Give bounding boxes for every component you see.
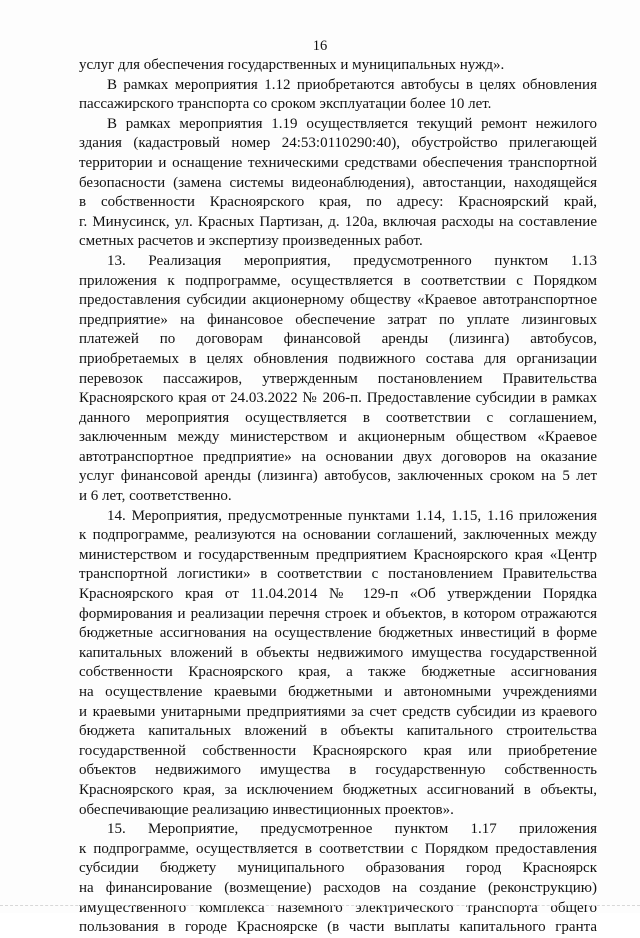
text-line: транспортной логистики» в соответствии с постановлением Правительства xyxy=(79,566,597,583)
text-line: услуг для обеспечения государственных и муниципальных нужд». xyxy=(79,57,505,73)
text-line: на осуществление краевыми бюджетными и автономными учреждениями xyxy=(79,684,597,700)
text-line: и краевыми унитарными предприятиями за счет средств субсидии из краевого xyxy=(79,703,597,720)
text-line: предоставления субсидии акционерному обществу «Краевое автотранспортное xyxy=(79,292,597,309)
text-line: бюджетные ассигнования на осуществление бюджетных инвестиций в форме xyxy=(79,625,597,642)
text-line: государственной собственности Красноярского края или приобретение xyxy=(79,742,597,759)
text-line: Красноярского края, за исключением бюджетных ассигнований в объекты, xyxy=(79,781,597,798)
text-line: безопасности (замена системы видеонаблюдения), автостанции, находящейся xyxy=(79,174,597,191)
text-line: В рамках мероприятия 1.19 осуществляется текущий ремонт нежилого xyxy=(107,115,597,132)
text-line: 13. Реализация мероприятия, предусмотренного пунктом 1.13 xyxy=(107,252,597,269)
text-line: 14. Мероприятия, предусмотренные пунктами 1.14, 1.15, 1.16 приложения xyxy=(107,507,597,524)
text-line: Красноярского края от 24.03.2022 № 206-п. Предоставление субсидии в рамках xyxy=(79,390,597,407)
text-line: капитальных вложений в объекты недвижимого имущества государственной xyxy=(79,644,597,661)
text-line: и 6 лет, соответственно. xyxy=(79,488,232,505)
text-line: имущественного комплекса наземного электрического транспорта общего xyxy=(79,899,597,916)
page-number: 16 xyxy=(312,38,328,54)
text-line: территории и оснащение техническими средствами обеспечения транспортной xyxy=(79,154,597,171)
text-line: обеспечивающие реализацию инвестиционных проектов». xyxy=(79,801,454,818)
text-line: на финансирование (возмещение) расходов на создание (реконструкцию) xyxy=(79,879,597,896)
text-line: министерством и государственным предприятием Красноярского края «Центр xyxy=(79,546,597,563)
text-line: 15. Мероприятие, предусмотренное пунктом 1.17 приложения xyxy=(107,821,597,838)
text-line: платежей по договорам финансовой аренды (лизинга) автобусов, xyxy=(79,331,597,348)
text-line: в собственности Красноярского края, по адресу: Красноярский край, xyxy=(79,194,597,211)
scan-edge-divider xyxy=(0,905,640,909)
text-line: бюджета капитальных вложений в объекты капитального строительства xyxy=(79,723,597,740)
text-line: приложения к подпрограмме, осуществляется в соответствии с Порядком xyxy=(79,272,597,289)
text-line: к подпрограмме, осуществляется в соответствии с Порядком предоставления xyxy=(79,840,597,857)
text-line: пользования в городе Красноярске (в части выплаты капитального гранта xyxy=(79,919,597,936)
text-line: собственности Красноярского края, а также бюджетные ассигнования xyxy=(79,664,597,681)
text-line: сметных расчетов и экспертизу произведенных работ. xyxy=(79,233,423,250)
text-line: предприятие» на финансовое обеспечение затрат по уплате лизинговых xyxy=(79,311,597,328)
text-line: к подпрограмме, реализуются на основании соглашений, заключенных между xyxy=(79,527,597,544)
text-line: пассажирского транспорта со сроком эксплуатации более 10 лет. xyxy=(79,96,492,113)
text-line: субсидии бюджету муниципального образования город Красноярск xyxy=(79,860,597,877)
text-line: автотранспортное предприятие» на основании двух договоров на оказание xyxy=(79,448,597,465)
text-line: Красноярского края от 11.04.2014 № 129-п «Об утверждении Порядка xyxy=(79,586,597,603)
text-line: перевозок пассажиров, утвержденным постановлением Правительства xyxy=(79,370,597,387)
text-line: данного мероприятия осуществляется в соответствии с соглашением, xyxy=(79,409,597,426)
document-body xyxy=(79,56,597,938)
text-line: услуг финансовой аренды (лизинга) автобусов, заключенных сроком на 5 лет xyxy=(79,468,597,485)
text-line: заключенным между министерством и акционерным обществом «Краевое xyxy=(79,429,597,446)
text-line: объектов недвижимого имущества в государственную собственность xyxy=(79,762,597,779)
text-line: формирования и реализации перечня строек и объектов, в котором отражаются xyxy=(79,605,597,622)
text-line: здания (кадастровый номер 24:53:0110290:40), обустройство прилегающей xyxy=(79,135,597,152)
text-line: г. Минусинск, ул. Красных Партизан, д. 120а, включая расходы на составление xyxy=(79,213,597,230)
text-line: приобретаемых в целях обновления подвижного состава для организации xyxy=(79,350,597,367)
text-line: В рамках мероприятия 1.12 приобретаются автобусы в целях обновления xyxy=(107,76,597,93)
